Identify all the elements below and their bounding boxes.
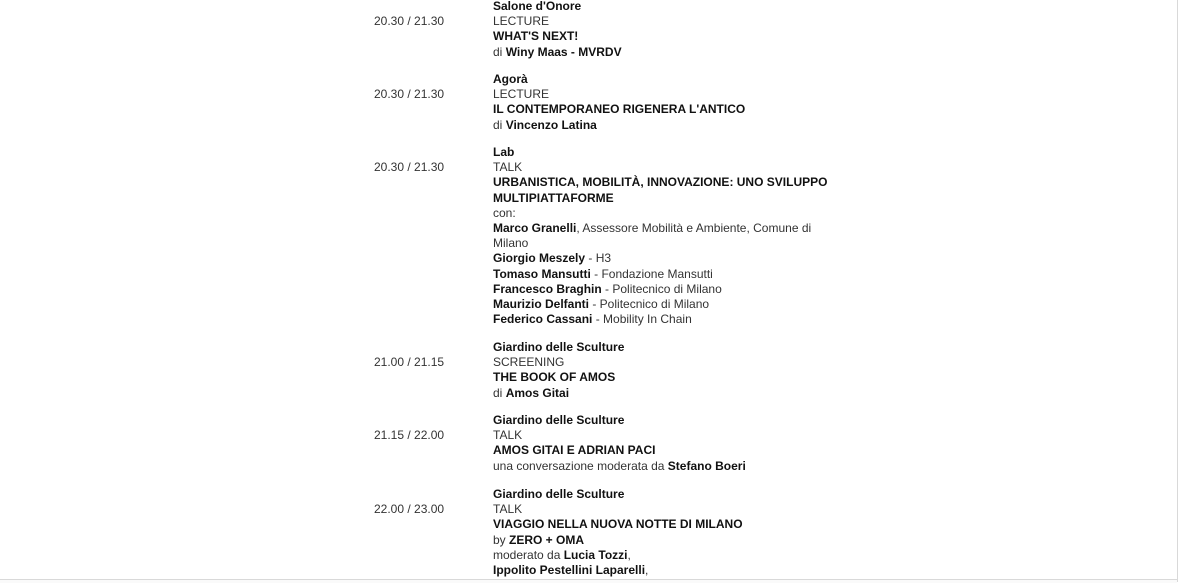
moderator-name: Lucia Tozzi — [563, 547, 628, 562]
event-type: TALK — [493, 428, 523, 443]
event-type: SCREENING — [493, 355, 565, 370]
page-right-edge — [1177, 0, 1200, 582]
credit-name: Amos Gitai — [505, 385, 570, 400]
participant-role: - H3 — [585, 251, 612, 266]
event-type: LECTURE — [493, 87, 550, 102]
moderator-prefix: moderato da — [493, 547, 564, 562]
event-info — [493, 340, 828, 401]
participant — [493, 297, 828, 312]
event-info — [493, 487, 828, 578]
event-info — [493, 413, 828, 474]
credit-prefix: by — [493, 532, 510, 547]
participant-name: Federico Cassani — [493, 312, 593, 327]
event-moderator — [493, 548, 828, 563]
event-venue: Lab — [493, 145, 515, 159]
credit-prefix: di — [493, 44, 506, 59]
event-type: TALK — [493, 502, 523, 517]
event-type: TALK — [493, 160, 523, 175]
event-info — [493, 0, 828, 60]
credit-name: Stefano Boeri — [667, 458, 746, 473]
event-time: 22.00 / 23.00 — [374, 502, 445, 517]
credit-prefix: di — [493, 117, 506, 132]
participant-role: - Politecnico di Milano — [589, 297, 710, 312]
participant-name: Francesco Braghin — [493, 281, 602, 296]
event-credit — [493, 459, 828, 474]
participant-role: - Fondazione Mansutti — [590, 266, 713, 281]
page-bottom-edge — [0, 579, 1177, 583]
participant — [493, 312, 828, 327]
participant-role: - Mobility In Chain — [592, 312, 692, 327]
participant-role: , Assessore Mobilità e Ambiente, Comune di Milano — [493, 221, 812, 251]
credit-prefix: una conversazione moderata da — [493, 458, 668, 473]
credit-name: ZERO + OMA — [509, 532, 585, 547]
event-venue: Agorà — [493, 72, 528, 86]
participant-name: Marco Granelli — [493, 221, 577, 236]
event-time: 21.15 / 22.00 — [374, 428, 445, 443]
participant — [493, 267, 828, 282]
event-credit — [493, 118, 828, 133]
event-title: WHAT'S NEXT! — [493, 29, 579, 44]
participant — [493, 282, 828, 297]
extra-guest-suffix: , — [645, 563, 649, 578]
event-time: 20.30 / 21.30 — [374, 160, 445, 175]
participant-name: Maurizio Delfanti — [493, 297, 590, 312]
credit-name: Vincenzo Latina — [505, 117, 597, 132]
event-title: THE BOOK OF AMOS — [493, 370, 616, 385]
event-venue: Giardino delle Sculture — [493, 487, 625, 501]
event-venue: Salone d'Onore — [493, 0, 582, 13]
event-info — [493, 72, 828, 133]
event-title: IL CONTEMPORANEO RIGENERA L'ANTICO — [493, 102, 746, 117]
event-title: AMOS GITAI E ADRIAN PACI — [493, 443, 656, 458]
event-extra-guest — [493, 563, 828, 578]
participant — [493, 221, 828, 251]
event-credit — [493, 533, 828, 548]
participant — [493, 251, 828, 266]
moderator-suffix: , — [627, 547, 631, 562]
credit-name: Winy Maas - MVRDV — [505, 44, 622, 59]
event-info — [493, 145, 828, 327]
participant-name: Tomaso Mansutti — [493, 266, 591, 281]
event-venue: Giardino delle Sculture — [493, 413, 625, 427]
event-venue: Giardino delle Sculture — [493, 340, 625, 354]
participant-name: Giorgio Meszely — [493, 251, 586, 266]
extra-guest-name: Ippolito Pestellini Laparelli — [493, 563, 646, 578]
event-with-label: con: — [493, 205, 516, 220]
event-credit — [493, 386, 828, 401]
event-time: 20.30 / 21.30 — [374, 87, 445, 102]
credit-prefix: di — [493, 385, 506, 400]
event-title: VIAGGIO NELLA NUOVA NOTTE DI MILANO — [493, 517, 743, 532]
event-title: URBANISTICA, MOBILITÀ, INNOVAZIONE: UNO SVILUPPO MULTIPIATTAFORME — [493, 175, 828, 205]
event-type: LECTURE — [493, 14, 550, 29]
event-time: 21.00 / 21.15 — [374, 355, 445, 370]
event-time: 20.30 / 21.30 — [374, 14, 445, 29]
event-credit — [493, 45, 828, 60]
participant-role: - Politecnico di Milano — [601, 281, 722, 296]
